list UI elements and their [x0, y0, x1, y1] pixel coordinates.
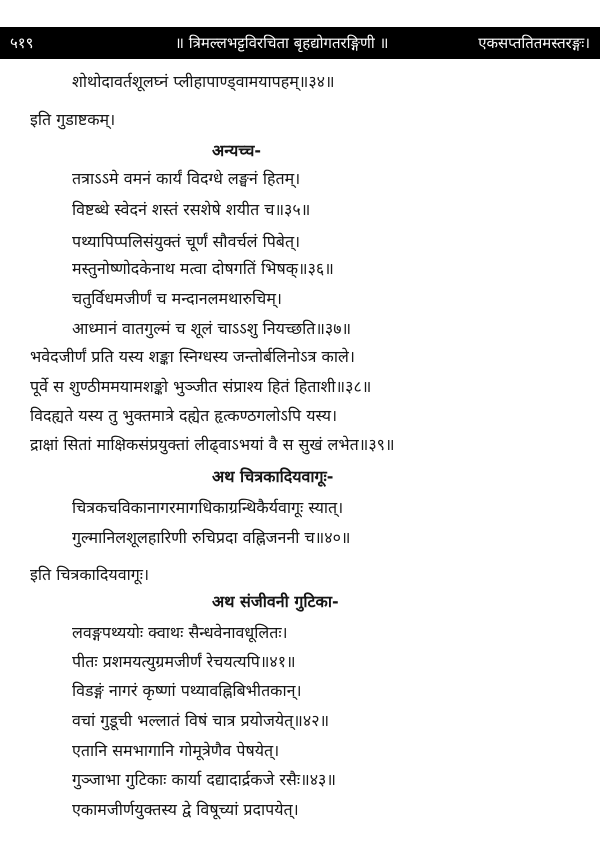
verse-line: शोथोदावर्तशूलघ्नं प्लीहापाण्ड्वामयापहम्॥३४॥ [72, 72, 335, 91]
chapter-title: एकसप्ततितमस्तरङ्गः। [478, 34, 590, 52]
verse-line: पीतः प्रशमयत्युग्रमजीर्णं रेचयत्यपि॥४१॥ [72, 652, 296, 671]
verse-line: लवङ्गपथ्ययोः क्वाथः सैन्धवेनावधूलितः। [72, 623, 288, 642]
book-title: ॥ त्रिमल्लभट्टविरचिता बृहद्योगतरङ्गिणी ॥ [175, 34, 389, 52]
section-heading: अन्यच्च- [212, 141, 262, 160]
running-header [0, 27, 600, 59]
page-number: ५१९ [10, 34, 34, 52]
verse-line: भवेदजीर्णं प्रति यस्य शङ्का स्निग्धस्य जन्तोर्बलिनोऽत्र काले। [30, 347, 355, 366]
verse-line: तत्राऽऽमे वमनं कार्यं विदग्धे लङ्घनं हितम्। [72, 169, 301, 188]
verse-line: एकामजीर्णयुक्तस्य द्वे विषूच्यां प्रदापयेत्। [72, 800, 299, 819]
verse-line: पूर्वे स शुण्ठीममयामशङ्को भुञ्जीत संप्राश्य हितं हिताशी॥३८॥ [30, 377, 372, 396]
section-heading: अथ चित्रकादियवागूः- [212, 467, 334, 486]
verse-line: मस्तुनोष्णोदकेनाथ मत्वा दोषगतिं भिषक्॥३६॥ [72, 259, 334, 278]
verse-line: पथ्यापिप्पलिसंयुक्तं चूर्णं सौवर्चलं पिबेत्। [72, 232, 301, 251]
verse-line: विदह्यते यस्य तु भुक्तमात्रे दह्येत हृत्कण्ठगलोऽपि यस्य। [30, 406, 338, 425]
verse-line: वचां गुडूची भल्लातं विषं चात्र प्रयोजयेत्॥४२॥ [72, 711, 330, 730]
verse-line: एतानि समभागानि गोमूत्रेणैव पेषयेत्। [72, 741, 280, 760]
verse-line: गुञ्जाभा गुटिकाः कार्या दद्यादार्द्रकजे रसैः॥४३॥ [72, 770, 336, 789]
section-colophon: इति गुडाष्टकम्। [30, 110, 116, 129]
verse-line: विडङ्गं नागरं कृष्णां पथ्यावह्निबिभीतकान्। [72, 681, 302, 700]
verse-line: चित्रकचविकानागरमागधिकाग्रन्थिकैर्यवागूः स्यात्। [72, 498, 344, 517]
verse-line: द्राक्षां सितां माक्षिकसंप्रयुक्तां लीढ्वाऽभयां वै स सुखं लभेत॥३९॥ [30, 435, 395, 454]
verse-line: गुल्मानिलशूलहारिणी रुचिप्रदा वह्निजननी च॥४०॥ [72, 528, 351, 547]
section-heading: अथ संजीवनी गुटिका- [212, 592, 339, 611]
verse-line: विष्टब्धे स्वेदनं शस्तं रसशेषे शयीत च॥३५॥ [72, 200, 311, 219]
verse-line: आध्मानं वातगुल्मं च शूलं चाऽऽशु नियच्छति॥३७॥ [72, 319, 352, 338]
verse-line: चतुर्विधमजीर्णं च मन्दानलमथारुचिम्। [72, 289, 282, 308]
section-colophon: इति चित्रकादियवागूः। [30, 565, 150, 584]
